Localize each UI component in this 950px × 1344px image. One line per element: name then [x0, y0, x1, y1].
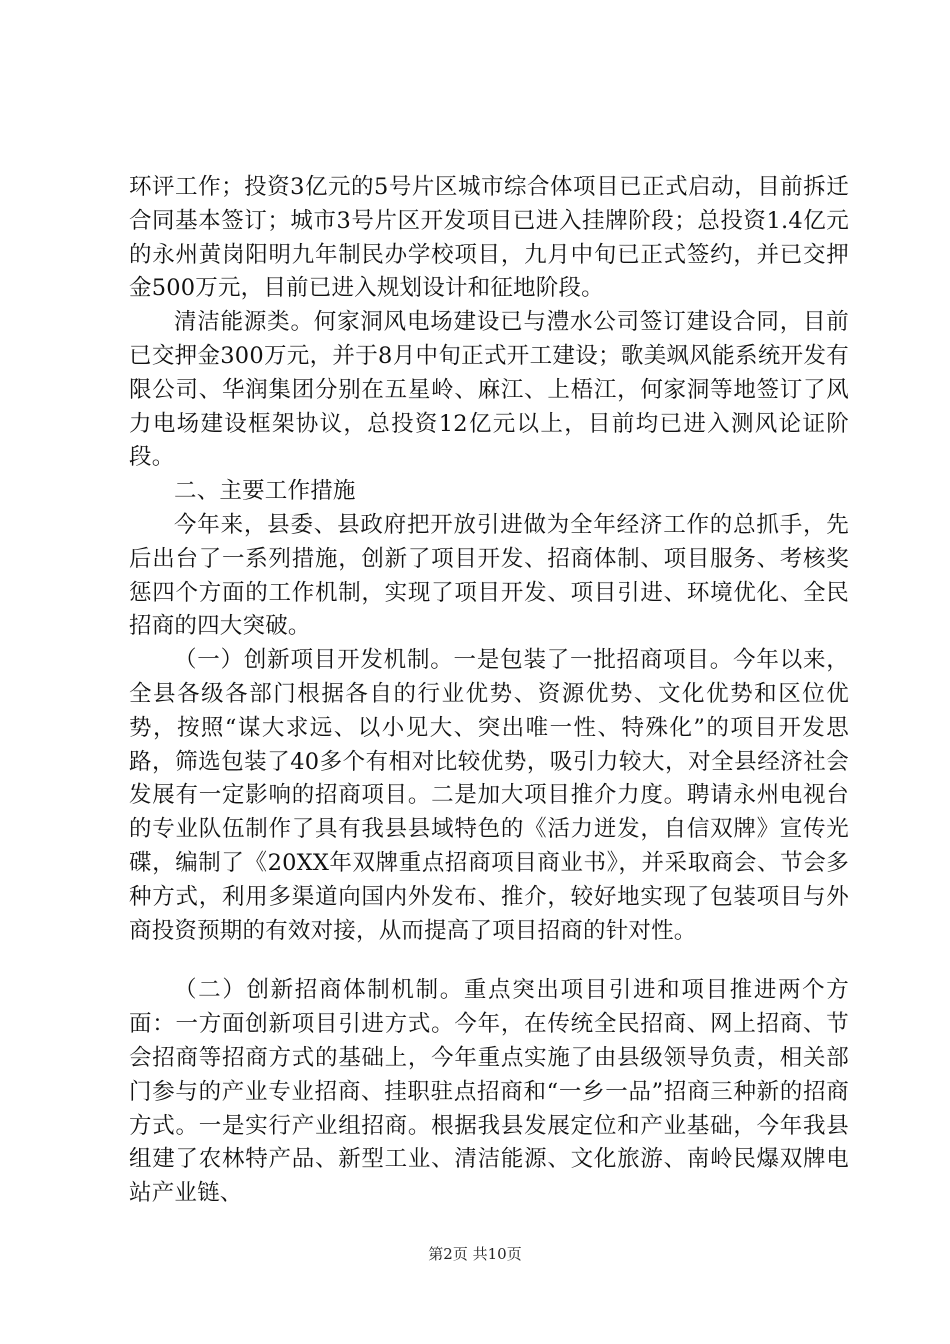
document-body: [129, 171, 849, 1211]
page-footer: 第2页 共10页: [428, 1245, 522, 1263]
paragraph-intro: 今年来，县委、县政府把开放引进做为全年经济工作的总抓手，先后出台了一系列措施，创新了项目开发、招商体制、项目服务、考核奖惩四个方面的工作机制，实现了项目开发、项目引进、环境优化、全民招商的四大突破。: [129, 511, 849, 640]
paragraph-continuation: 环评工作；投资3亿元的5号片区城市综合体项目已正式启动，目前拆迁合同基本签订；城市3号片区开发项目已进入挂牌阶段；总投资1.4亿元的永州黄岗阳明九年制民办学校项目，九月中旬已正式签约，并已交押金500万元，目前已进入规划设计和征地阶段。: [129, 174, 849, 302]
section-heading: 二、主要工作措施: [174, 478, 356, 505]
paragraph-investment-mechanism: （二）创新招商体制机制。重点突出项目引进和项目推进两个方面：一方面创新项目引进方式。今年，在传统全民招商、网上招商、节会招商等招商方式的基础上，今年重点实施了由县级领导负责，相关部门参与的产业专业招商、挂职驻点招商和“一乡一品”招商三种新的招商方式。一是实行产业组招商。根据我县发展定位和产业基础，今年我县组建了农林特产品、新型工业、清洁能源、文化旅游、南岭民爆双牌电站产业链、: [129, 977, 849, 1207]
paragraph-clean-energy: 清洁能源类。何家洞风电场建设已与澧水公司签订建设合同，目前已交押金300万元，并于8月中旬正式开工建设；歌美飒风能系统开发有限公司、华润集团分别在五星岭、麻江、上梧江，何家洞等地签订了风力电场建设框架协议，总投资12亿元以上，目前均已进入测风论证阶段。: [129, 309, 849, 471]
paragraph-spacer: [129, 948, 849, 974]
paragraph-project-development: （一）创新项目开发机制。一是包装了一批招商项目。今年以来，全县各级各部门根据各自的行业优势、资源优势、文化优势和区位优势，按照“谋大求远、以小见大、突出唯一性、特殊化”的项目开发思路，筛选包装了40多个有相对比较优势，吸引力较大，对全县经济社会发展有一定影响的招商项目。二是加大项目推介力度。聘请永州电视台的专业队伍制作了具有我县县域特色的《活力迸发，自信双牌》宣传光碟，编制了《20XX年双牌重点招商项目商业书》，并采取商会、节会多种方式，利用多渠道向国内外发布、推介，较好地实现了包装项目与外商投资预期的有效对接，从而提高了项目招商的针对性。: [129, 647, 849, 944]
